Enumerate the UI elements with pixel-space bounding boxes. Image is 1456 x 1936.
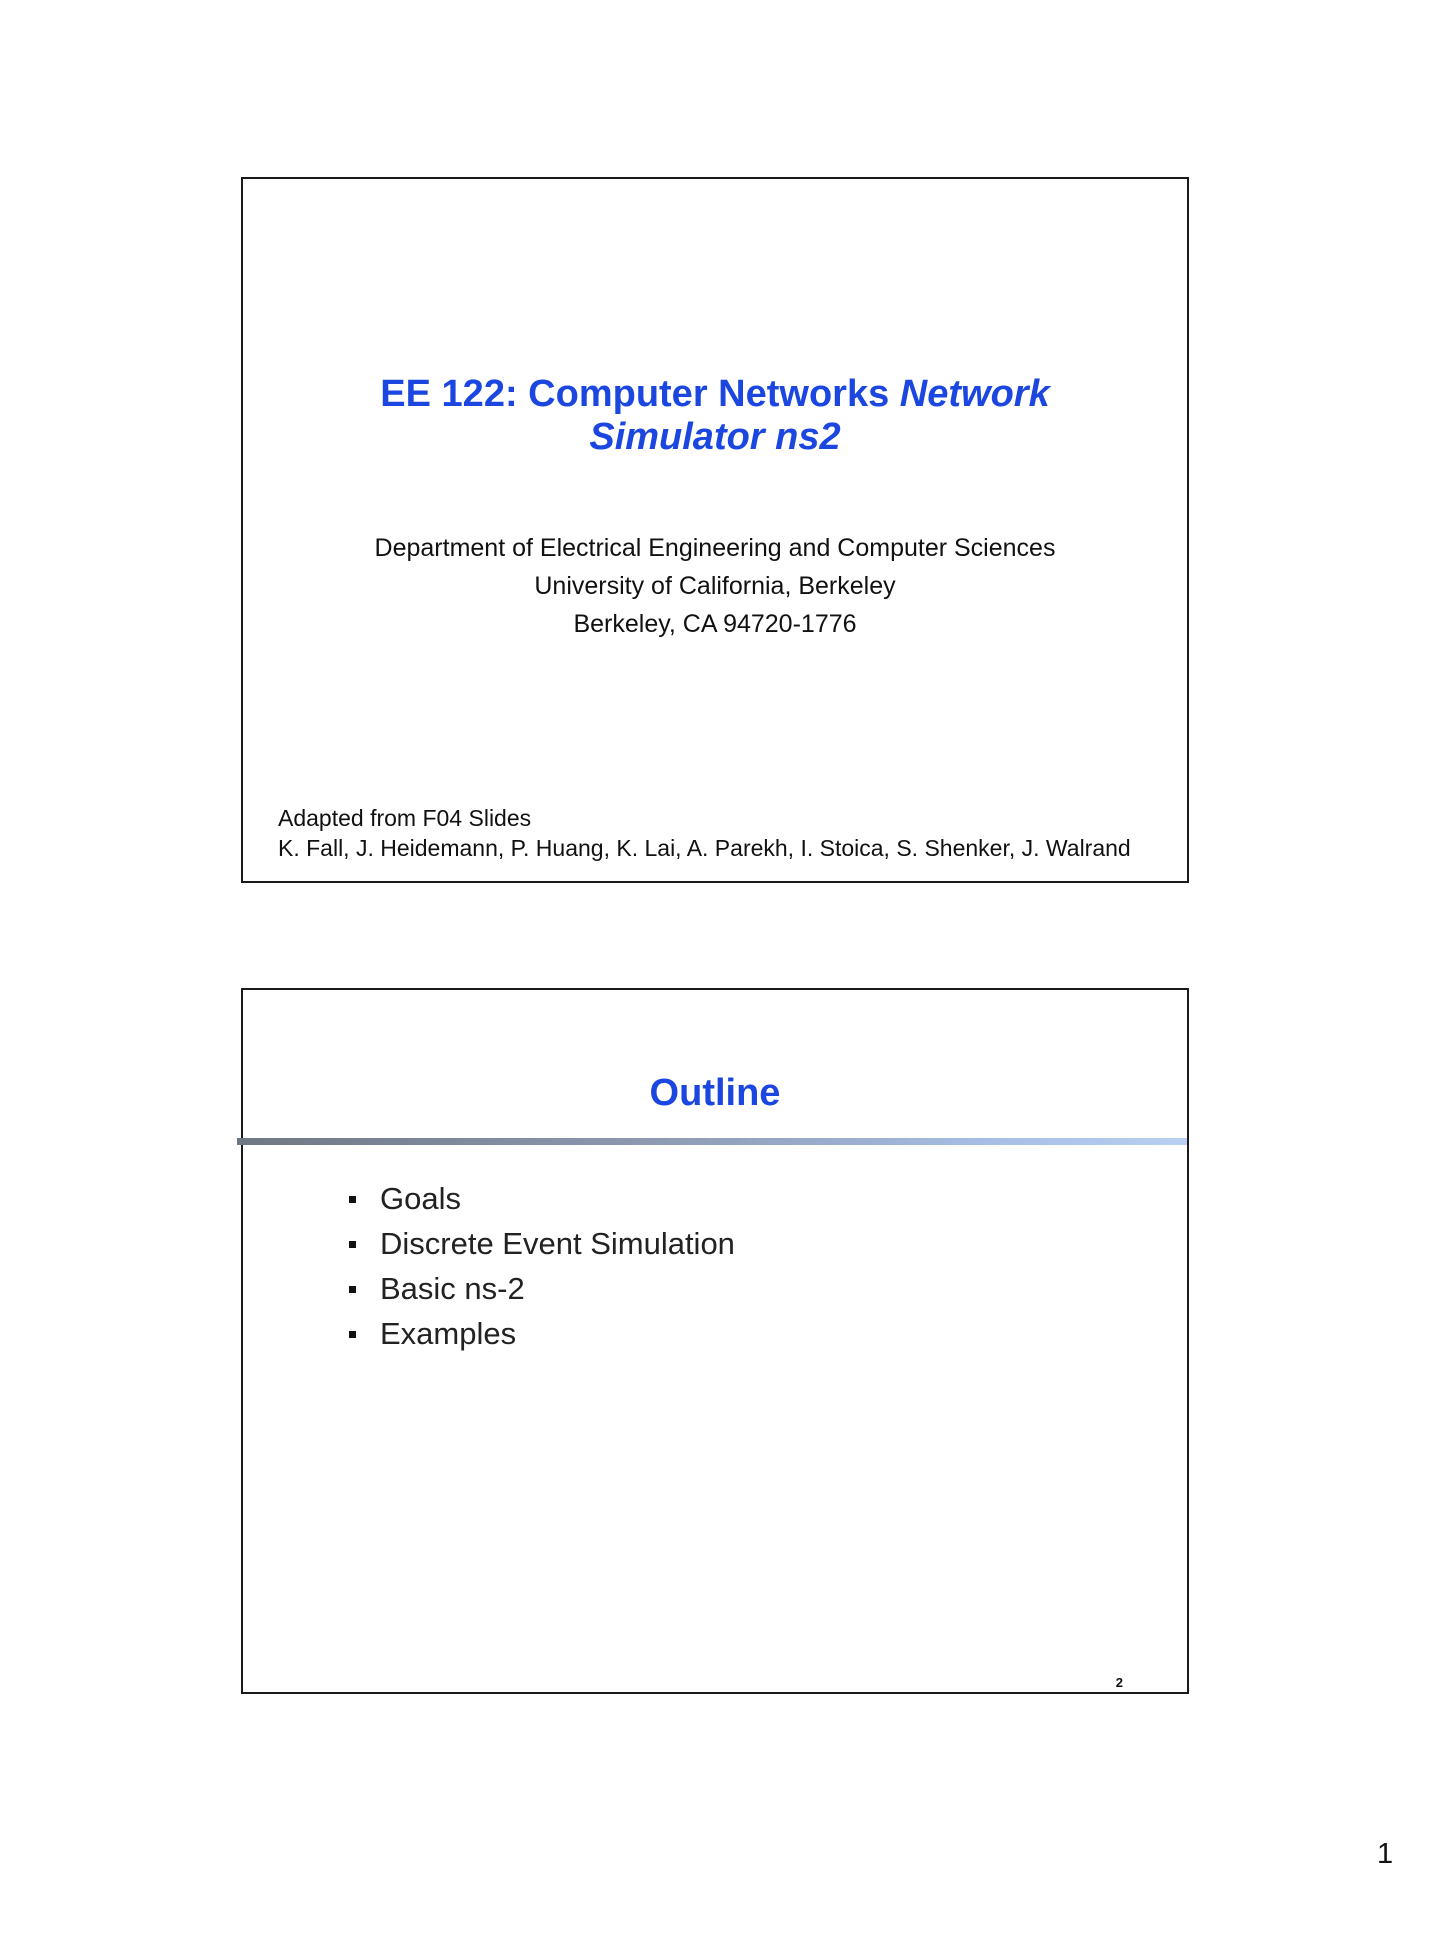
outline-list [349, 1176, 735, 1356]
affiliation [243, 529, 1187, 643]
list-item-label: Goals [380, 1181, 461, 1216]
bullet-square-icon [349, 1286, 356, 1293]
slide-1-title [243, 373, 1187, 459]
affiliation-line: University of California, Berkeley [534, 572, 896, 600]
list-item [349, 1311, 735, 1356]
title-main: EE 122: Computer Networks [380, 373, 890, 415]
page-number: 1 [1377, 1838, 1394, 1870]
bullet-square-icon [349, 1331, 356, 1338]
title-divider [237, 1138, 1187, 1145]
slide-number: 2 [1115, 1675, 1123, 1690]
list-item [349, 1266, 735, 1311]
title-italic-1: Network [899, 373, 1050, 415]
slide-2 [241, 988, 1189, 1694]
slide-1 [241, 177, 1189, 883]
bullet-square-icon [349, 1196, 356, 1203]
list-item-label: Discrete Event Simulation [380, 1226, 735, 1261]
slide-2-title: Outline [649, 1072, 781, 1114]
title-italic-2: Simulator ns2 [589, 416, 841, 458]
credits [278, 803, 1131, 863]
list-item [349, 1221, 735, 1266]
list-item [349, 1176, 735, 1221]
list-item-label: Basic ns-2 [380, 1271, 525, 1306]
credits-line: K. Fall, J. Heidemann, P. Huang, K. Lai, A. Parekh, I. Stoica, S. Shenker, J. Walrand [278, 835, 1131, 861]
affiliation-line: Department of Electrical Engineering and Computer Sciences [374, 534, 1056, 562]
affiliation-line: Berkeley, CA 94720-1776 [573, 610, 857, 638]
bullet-square-icon [349, 1241, 356, 1248]
credits-line: Adapted from F04 Slides [278, 805, 532, 831]
list-item-label: Examples [380, 1316, 517, 1351]
